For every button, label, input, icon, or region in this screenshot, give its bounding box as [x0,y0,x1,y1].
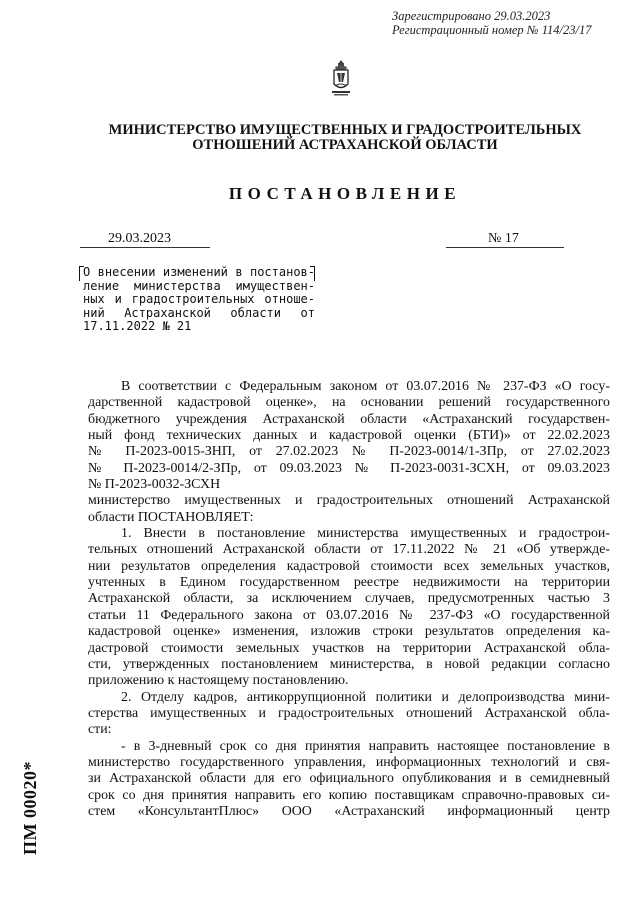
subject-line: ний Астраханской области от [83,305,315,320]
ministry-name [60,123,630,153]
body-line: учтенных в Едином государственном реестре недвижимости на территории [88,575,610,591]
document-body [88,379,610,820]
document-type: ПОСТАНОВЛЕНИЕ [228,184,462,203]
body-line: сти: [88,722,112,738]
body-line: тельных отношений Астраханской области от 17.11.2022 № 21 «Об утвержде- [88,542,610,558]
registration-number: Регистрационный номер № 114/23/17 [392,23,592,37]
number-underline [446,247,564,248]
body-line: 1. Внести в постановление министерства имущественных и градострои- [121,526,610,542]
body-line: срок со дня принятия направить его копию поставщикам справочно-правовых си- [88,787,610,803]
side-stamp: ПМ 00020* [20,761,40,855]
body-line: № П-2023-0032-ЗСХН [88,477,221,493]
ministry-name-line: МИНИСТЕРСТВО ИМУЩЕСТВЕННЫХ И ГРАДОСТРОИТЕЛЬНЫХ [108,122,582,138]
subject-line: ных и градостроительных отноше- [83,292,315,306]
subject-line: 17.11.2022 № 21 [83,319,192,333]
subject-line: О внесении изменений в постанов- [83,265,315,279]
date-underline [80,247,210,248]
body-line: 2. Отделу кадров, антикоррупционной политики и делопроизводства мини- [121,689,610,705]
ministry-name-line: ОТНОШЕНИЙ АСТРАХАНСКОЙ ОБЛАСТИ [192,137,498,153]
body-line: нии результатов определения кадастровой стоимости всех земельных участков, [88,558,610,574]
body-line: области ПОСТАНОВЛЯЕТ: [88,509,254,525]
body-line: зи Астраханской области для его официального опубликования и в семидневный [88,771,610,787]
body-line: В соответствии с Федеральным законом от 03.07.2016 № 237-ФЗ «О госу- [121,379,610,394]
document-subject [83,266,315,334]
body-line: кадастровой оценке» изменения, изложив строки результатов определения ка- [88,624,610,640]
body-line: стем «КонсультантПлюс» ООО «Астраханский информационный центр [88,803,610,819]
body-line: министерство государственного управления, информационных технологий и свя- [88,754,610,770]
body-line: № П-2023-0015-ЗНП, от 27.02.2023 № П-2023-0014/1-ЗПр, от 27.02.2023 [88,444,610,460]
body-line: ный фонд технических данных и кадастровой оценки (БТИ)» от 22.02.2023 [88,428,610,444]
body-line: № П-2023-0014/2-ЗПр, от 09.03.2023 № П-2023-0031-ЗСХН, от 09.03.2023 [88,460,610,476]
registration-date: Зарегистрировано 29.03.2023 [392,9,551,23]
body-line: приложению к настоящему постановлению. [88,673,349,689]
body-line: - в 3-дневный срок со дня принятия направить настоящее постановление в [121,738,610,754]
body-line: стерства имущественных и градостроительных отношений Астраханской обла- [88,705,610,721]
body-line: сти, утвержденных постановлением министерства, в новой редакции согласно [88,656,610,672]
body-line: министерство имущественных и градостроительных отношений Астраханской [88,493,610,509]
body-line: бюджетного учреждения Астраханской области «Астраханский государствен- [88,411,610,427]
body-line: дарственной кадастровой оценке», на основании решений государственного [88,395,610,411]
astrakhan-coat-of-arms-icon [330,60,352,98]
body-line: Астраханской области, за исключением случаев, предусмотренных частью 3 [88,591,610,607]
body-line: статьи 11 Федерального закона от 03.07.2016 № 237-ФЗ «О государственной [88,607,610,623]
document-date: 29.03.2023 [108,231,171,246]
subject-line: ление министерства имуществен- [83,278,315,293]
registration-stamp [392,9,591,37]
body-line: дастровой стоимости земельных участков на территории Астраханской обла- [88,640,610,656]
document-number: № 17 [488,231,519,246]
